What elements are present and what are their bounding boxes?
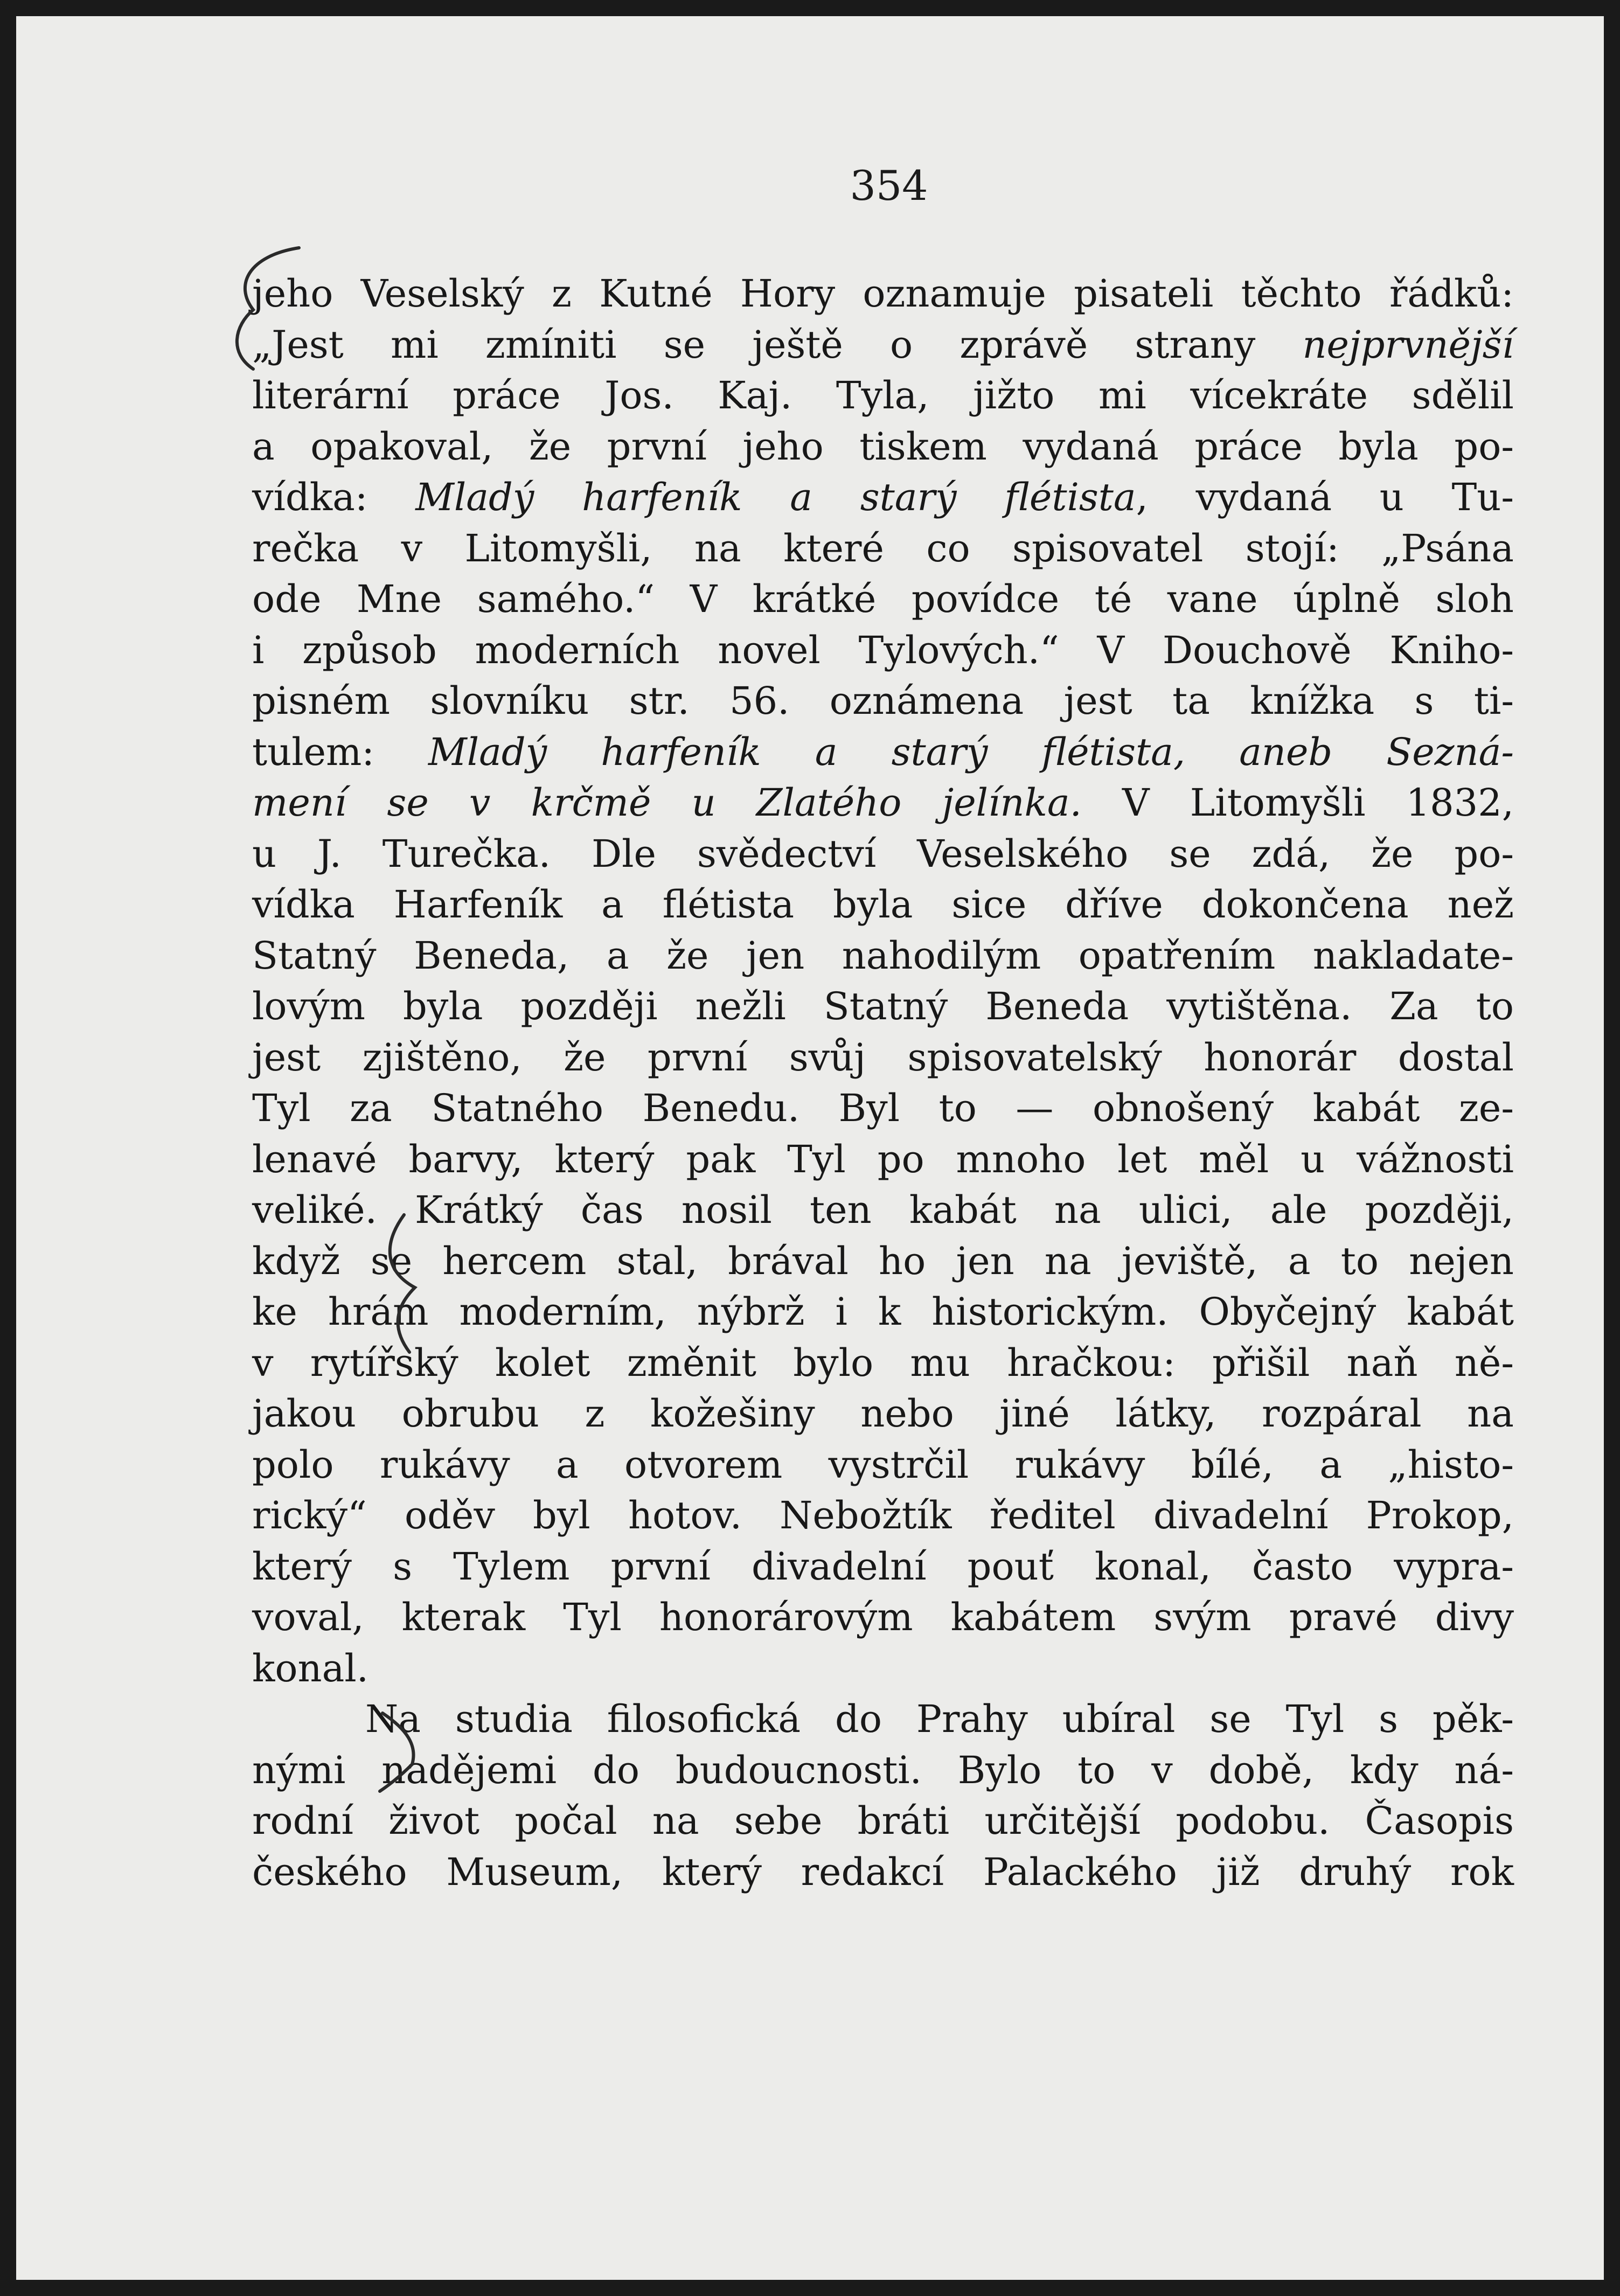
text-line [252,829,1514,880]
text-line [252,1185,1514,1236]
text-segment: českého Museum, který redakcí Palackého již druhý rok [252,1849,1514,1894]
text-segment: Tyl za Statného Benedu. Byl to — obnošený kabát ze- [252,1086,1514,1130]
text-line [252,1032,1514,1083]
text-line [252,727,1514,778]
text-segment: veliké. Krátký čas nosil ten kabát na ulici, ale později, [252,1188,1514,1232]
text-line [252,319,1514,371]
text-segment: pisném slovníku str. 56. oznámena jest ta knížka s ti- [252,679,1514,723]
text-segment: tulem: [252,729,429,774]
text-line [252,625,1514,676]
text-line [252,1847,1514,1898]
text-line [252,1694,1514,1745]
text-line [252,1236,1514,1287]
body-text [252,268,1514,1897]
text-line [252,777,1514,829]
text-line [252,1439,1514,1491]
text-line [252,421,1514,472]
text-line [252,930,1514,982]
text-segment: když se hercem stal, brával ho jen na jeviště, a to nejen [252,1239,1514,1283]
text-line [252,1745,1514,1796]
text-segment: V Litomyšli 1832, [1081,781,1514,825]
text-segment: rečka v Litomyšli, na které co spisovatel stojí: „Psána [252,526,1514,570]
book-page [16,16,1604,2280]
text-segment: v rytířský kolet změnit bylo mu hračkou: přišil naň ně- [252,1340,1514,1385]
text-segment: rický“ oděv byl hotov. Nebožtík ředitel divadelní Prokop, [252,1493,1514,1537]
text-line [252,1134,1514,1185]
text-line [252,268,1514,319]
text-line [252,1083,1514,1134]
text-segment: polo rukávy a otvorem vystrčil rukávy bílé, a „histo- [252,1442,1514,1487]
italic-text: Mladý harfeník a starý flétista [415,475,1136,519]
text-line [252,1643,1514,1694]
text-segment: lenavé barvy, který pak Tyl po mnoho let měl u vážnosti [252,1137,1514,1181]
text-segment: „Jest mi zmíniti se ještě o zprávě strany [252,322,1303,367]
text-segment: voval, kterak Tyl honorárovým kabátem svým pravé divy [252,1595,1514,1639]
text-segment: jest zjištěno, že první svůj spisovatelský honorár dostal [252,1035,1514,1080]
text-segment: , vydaná u Tu- [1136,475,1514,519]
text-segment: Na studia filosofická do Prahy ubíral se Tyl s pěk- [365,1697,1514,1741]
text-line [252,370,1514,421]
text-line [252,1796,1514,1847]
text-segment: konal. [252,1646,369,1690]
text-line [252,1388,1514,1439]
text-line [252,472,1514,523]
text-line [252,981,1514,1032]
text-segment: a opakoval, že první jeho tiskem vydaná práce byla po- [252,424,1514,469]
text-line [252,1490,1514,1541]
text-segment: i způsob moderních novel Tylových.“ V Douchově Kniho- [252,628,1514,672]
text-segment: rodní život počal na sebe bráti určitější podobu. Časopis [252,1799,1514,1843]
text-line [252,879,1514,930]
text-line [252,1592,1514,1643]
text-segment: který s Tylem první divadelní pouť konal, často vypra- [252,1544,1514,1589]
text-segment: ode Mne samého.“ V krátké povídce té vane úplně sloh [252,577,1514,621]
text-line [252,676,1514,727]
text-segment: vídka Harfeník a flétista byla sice dříve dokončena než [252,882,1514,927]
text-segment: vídka: [252,475,416,519]
text-segment: jeho Veselský z Kutné Hory oznamuje pisateli těchto řádků: [252,272,1514,316]
text-segment: Statný Beneda, a že jen nahodilým opatřením nakladate- [252,933,1514,978]
text-segment: ke hrám moderním, nýbrž i k historickým. Obyčejný kabát [252,1290,1514,1334]
italic-text: Mladý harfeník a starý flétista, aneb Sezná- [428,729,1514,774]
italic-text: mení se v krčmě u Zlatého jelínka. [252,781,1082,825]
italic-text: nejprvnější [1302,322,1514,367]
text-line [252,574,1514,625]
text-line [252,1338,1514,1389]
text-line [252,523,1514,574]
page-number: 354 [850,162,928,210]
text-segment: nými nadějemi do budoucnosti. Bylo to v době, kdy ná- [252,1748,1514,1792]
text-segment: jakou obrubu z kožešiny nebo jiné látky, rozpáral na [252,1391,1514,1436]
text-segment: lovým byla později nežli Statný Beneda vytištěna. Za to [252,984,1514,1028]
text-segment: u J. Turečka. Dle svědectví Veselského se zdá, že po- [252,831,1514,876]
text-segment: literární práce Jos. Kaj. Tyla, jižto mi vícekráte sdělil [252,373,1514,418]
text-line [252,1541,1514,1592]
text-line [252,1286,1514,1338]
